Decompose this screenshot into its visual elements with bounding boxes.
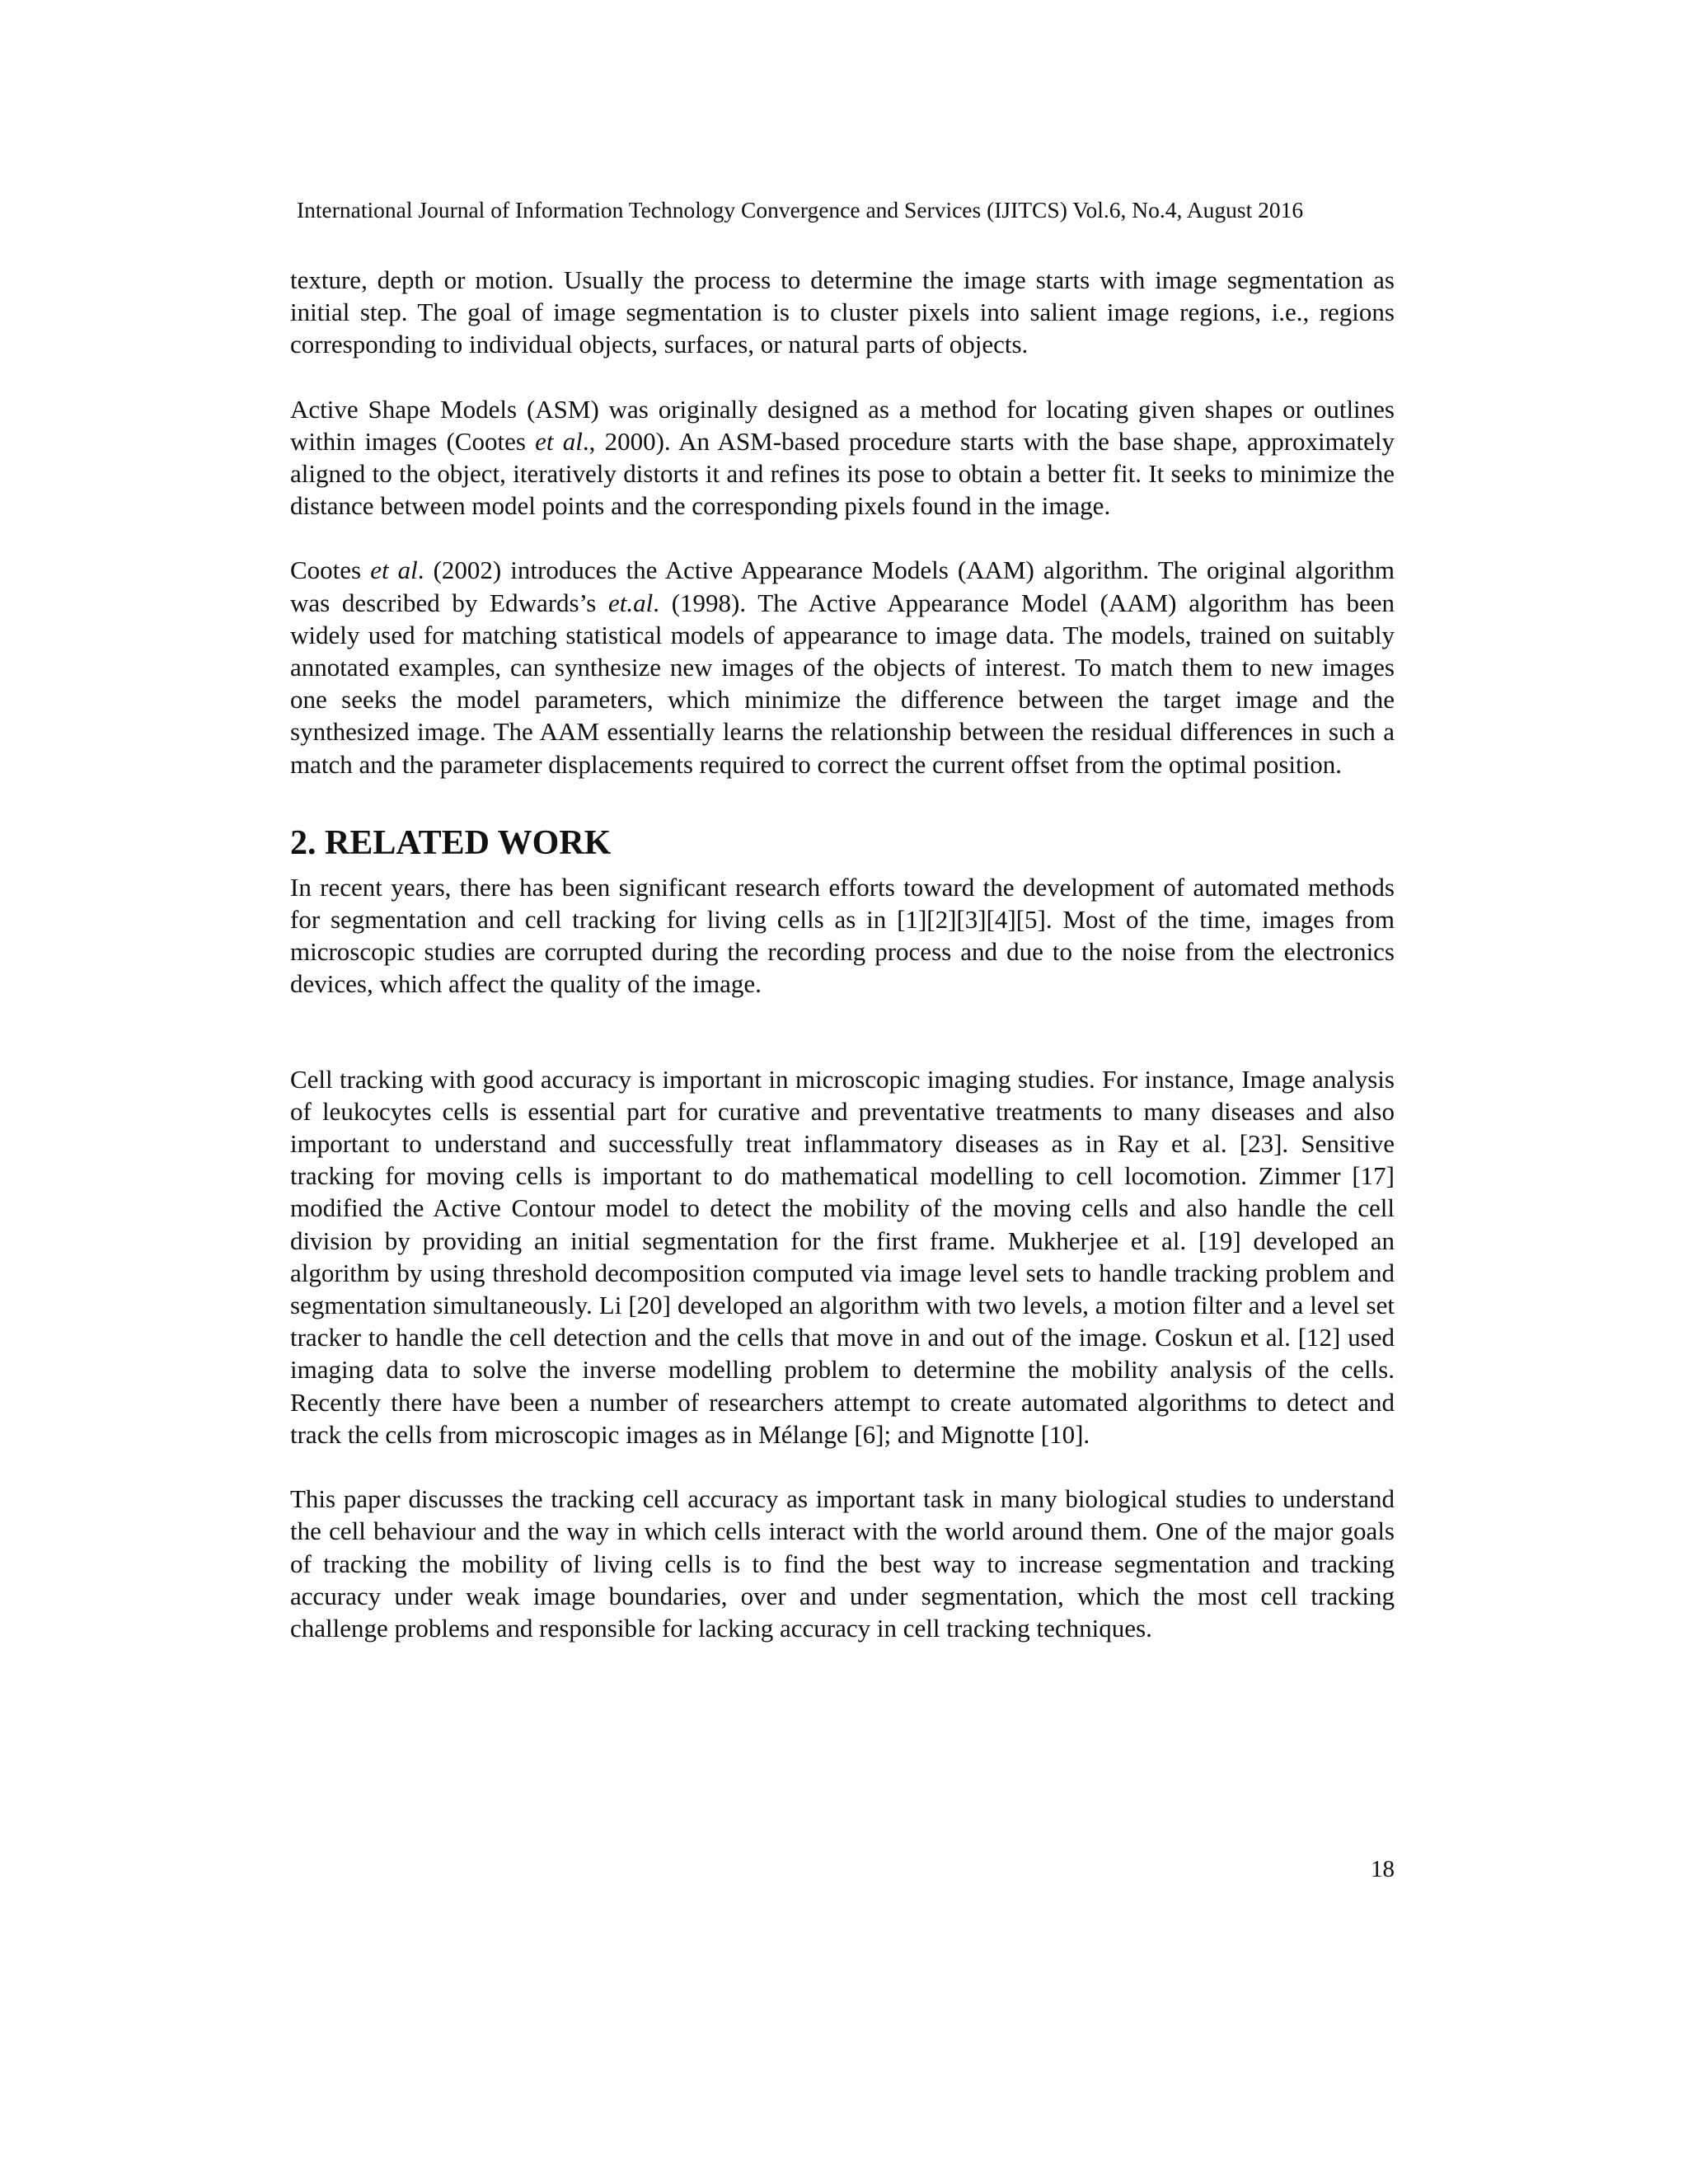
citation-italic: et al — [370, 555, 418, 585]
paragraph-cell-tracking-accuracy: Cell tracking with good accuracy is important in microscopic imaging studies. For instance, Image analysis of leukocytes cells is essential part for curative and preventative treatments to many diseases and also important to understand and successfully treat inflammatory diseases as in Ray et al. [23]. Sensitive tracking for moving cells is important to do mathematical modelling to cell locomotion. Zimmer [17] modified the Active Contour model to detect the mobility of the moving cells and also handle the cell division by providing an initial segmentation for the first frame. Mukherjee et al. [19] developed an algorithm by using threshold decomposition computed via image level sets to handle tracking problem and segmentation simultaneously. Li [20] developed an algorithm with two levels, a motion filter and a level set tracker to handle the cell detection and the cells that move in and out of the image. Coskun et al. [12] used imaging data to solve the inverse modelling problem to determine the mobility analysis of the cells. Recently there have been a number of researchers attempt to create automated algorithms to detect and track the cells from microscopic images as in Mélange [6]; and Mignotte [10]. — [290, 1064, 1395, 1449]
section-title: RELATED WORK — [325, 823, 612, 862]
page-body — [290, 264, 1395, 1644]
citation-italic: et.al — [608, 588, 654, 617]
paragraph-text: ., 2000). An ASM-based procedure starts with the base shape, approximately aligned to the object, iteratively distorts it and refines its pose to obtain a better fit. It seeks to minimize the distance between model points and the corresponding pixels found in the image. — [290, 426, 1395, 521]
paragraph-intro-segmentation: texture, depth or motion. Usually the process to determine the image starts with image segmentation as initial step. The goal of image segmentation is to cluster pixels into salient image regions, i.e., regions corresponding to individual objects, surfaces, or natural parts of objects. — [290, 265, 1395, 359]
section-heading-related-work — [290, 822, 1395, 865]
citation-italic: et al — [535, 426, 583, 456]
section-number: 2. — [290, 823, 316, 862]
paragraph-paper-discussion: This paper discusses the tracking cell accuracy as important task in many biological studies to understand the cell behaviour and the way in which cells interact with the world around them. One of the major goals of tracking the mobility of living cells is to find the best way to increase segmentation and tracking accuracy under weak image boundaries, over and under segmentation, which the most cell tracking challenge problems and responsible for lacking accuracy in cell tracking techniques. — [290, 1484, 1395, 1643]
paragraph-active-appearance-models — [290, 554, 1395, 780]
running-header: International Journal of Information Technology Convergence and Services (IJITCS) Vol.6, No.4, August 2016 — [297, 197, 1304, 223]
paragraph-text: Cootes — [290, 555, 371, 585]
paragraph-text: . (2002) introduces the Active Appearance Models (AAM) algorithm. The original algorithm was described by Edwards’s — [290, 555, 1395, 617]
paragraph-text: . (1998). The Active Appearance Model (AAM) algorithm has been widely used for matching statistical models of appearance to image data. The models, trained on suitably annotated examples, can synthesize new images of the objects of interest. To match them to new images one seeks the model parameters, which minimize the difference between the target image and the synthesized image. The AAM essentially learns the relationship between the residual differences in such a match and the parameter displacements required to correct the current offset from the optimal position. — [290, 588, 1395, 779]
paragraph-text: Active Shape Models (ASM) was originally designed as a method for locating given shapes or outlines within images (Cootes — [290, 394, 1395, 456]
paragraph-related-work-intro: In recent years, there has been significant research efforts toward the development of automated methods for segmentation and cell tracking for living cells as in [1][2][3][4][5]. Most of the time, images from microscopic studies are corrupted during the recording process and due to the noise from the electronics devices, which affect the quality of the image. — [290, 872, 1395, 999]
paragraph-active-shape-models — [290, 393, 1395, 523]
page-number: 18 — [1371, 1856, 1395, 1882]
